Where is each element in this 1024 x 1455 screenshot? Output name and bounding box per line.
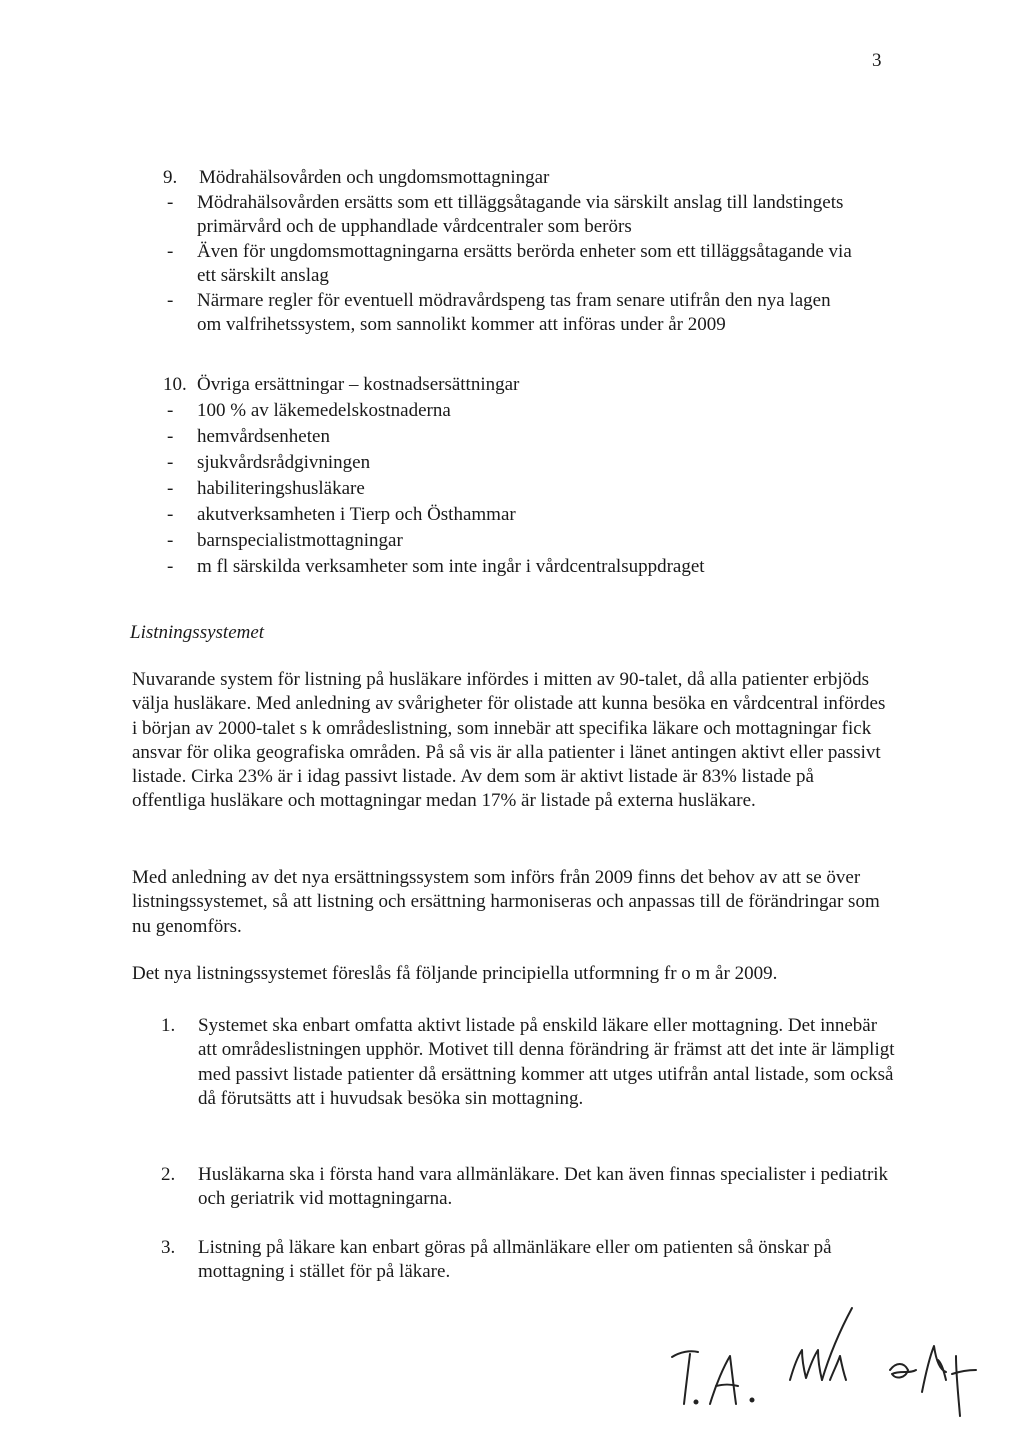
section-10-title bbox=[163, 372, 853, 398]
list-item-text: Även för ungdomsmottagningarna ersätts berörda enheter som ett tilläggsåtagande via ett särskilt anslag bbox=[197, 240, 852, 286]
bullet-dash: - bbox=[167, 478, 174, 499]
bullet-dash: - bbox=[167, 426, 174, 447]
section-10 bbox=[163, 372, 853, 580]
bullet-dash: - bbox=[167, 289, 174, 311]
list-item bbox=[163, 398, 853, 424]
bullet-dash: - bbox=[167, 191, 174, 213]
numbered-item bbox=[161, 1236, 896, 1285]
handwritten-initials bbox=[660, 1300, 990, 1430]
list-item-text: Mödrahälsovården ersätts som ett tilläggsåtagande via särskilt anslag till landstingets primärvård och de upphandlade vårdcentraler som berörs bbox=[197, 191, 844, 237]
section-heading-listningssystemet: Listningssystemet bbox=[130, 622, 265, 643]
list-item bbox=[163, 424, 853, 450]
list-item bbox=[163, 240, 853, 289]
list-item-text: sjukvårdsrådgivningen bbox=[197, 452, 371, 473]
bullet-dash: - bbox=[167, 504, 174, 525]
page-number: 3 bbox=[872, 50, 882, 71]
paragraph: Det nya listningssystemet föreslås få följande principiella utformning fr o m år 2009. bbox=[132, 963, 778, 984]
bullet-dash: - bbox=[167, 452, 174, 473]
section-10-number: 10. bbox=[163, 374, 187, 395]
numbered-item-label: 3. bbox=[161, 1237, 176, 1258]
list-item-text: hemvårdsenheten bbox=[197, 426, 330, 447]
list-item-text: akutverksamheten i Tierp och Östhammar bbox=[197, 504, 516, 525]
paragraph: Nuvarande system för listning på husläkare infördes i mitten av 90-talet, då alla patienter erbjöds välja husläkare. Med anledning av svårigheter för olistade att kunna besöka en vårdcentral infördes i början av 2000-talet s k områdeslistning, som innebär att specifika läkare och mottagningar fick ansvar för olika geografiska områden. På så vis är alla patienter i länet antingen aktivt eller passivt listade. Cirka 23% är i idag passivt listade. Av dem som är aktivt listade är 83% listade på offentliga husläkare och mottagningar medan 17% är listade på externa husläkare. bbox=[132, 669, 886, 812]
bullet-dash: - bbox=[167, 556, 174, 577]
list-item bbox=[163, 450, 853, 476]
bullet-dash: - bbox=[167, 240, 174, 262]
numbered-item-text: Husläkarna ska i första hand vara allmänläkare. Det kan även finnas specialister i pediatrik och geriatrik vid mottagningarna. bbox=[198, 1164, 889, 1210]
section-9 bbox=[163, 166, 853, 338]
list-item bbox=[163, 528, 853, 554]
list-item bbox=[163, 289, 853, 338]
numbered-item-label: 2. bbox=[161, 1164, 176, 1185]
list-item bbox=[163, 554, 853, 580]
section-10-title-text: Övriga ersättningar – kostnadsersättningar bbox=[197, 374, 520, 395]
paragraph: Med anledning av det nya ersättningssystem som införs från 2009 finns det behov av att se över listningssystemet, så att listning och ersättning harmoniseras och anpassas till de förändringar som nu genomförs. bbox=[132, 867, 880, 937]
bullet-dash: - bbox=[167, 530, 174, 551]
list-item bbox=[163, 502, 853, 528]
list-item-text: m fl särskilda verksamheter som inte ingår i vårdcentralsuppdraget bbox=[197, 556, 705, 577]
numbered-item-text: Listning på läkare kan enbart göras på allmänläkare eller om patienten så önskar på mottagning i stället för på läkare. bbox=[198, 1237, 832, 1283]
list-item-text: habiliteringshusläkare bbox=[197, 478, 365, 499]
numbered-item bbox=[161, 1163, 896, 1212]
section-9-title-text: Mödrahälsovården och ungdomsmottagningar bbox=[199, 167, 550, 188]
list-item-text: barnspecialistmottagningar bbox=[197, 530, 403, 551]
numbered-item-label: 1. bbox=[161, 1015, 176, 1036]
list-item bbox=[163, 191, 853, 240]
list-item-text: 100 % av läkemedelskostnaderna bbox=[197, 400, 451, 421]
numbered-item bbox=[161, 1014, 896, 1111]
list-item bbox=[163, 476, 853, 502]
numbered-item-text: Systemet ska enbart omfatta aktivt listade på enskild läkare eller mottagning. Det innebär att områdeslistningen upphör. Motivet till denna förändring är främst att det inte är lämpligt med passivt listade patienter då ersättning kommer att utges utifrån antal listade, som också då förutsätts att i huvudsak besöka sin mottagning. bbox=[198, 1015, 895, 1109]
section-9-number: 9. bbox=[163, 167, 178, 188]
section-9-title bbox=[163, 166, 853, 191]
list-item-text: Närmare regler för eventuell mödravårdspeng tas fram senare utifrån den nya lagen om valfrihetssystem, som sannolikt kommer att införas under år 2009 bbox=[197, 289, 831, 335]
bullet-dash: - bbox=[167, 400, 174, 421]
